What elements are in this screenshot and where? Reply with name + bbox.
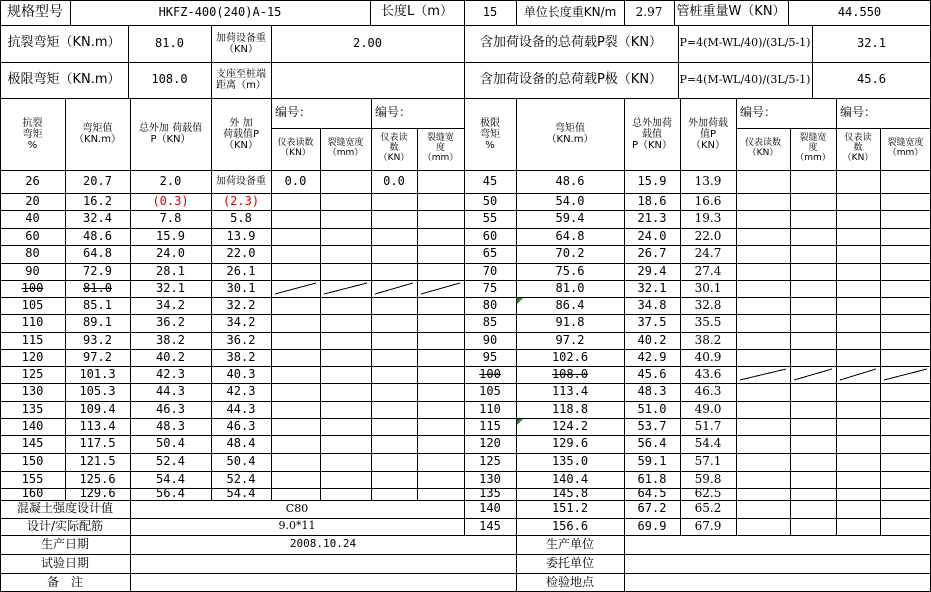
right-row-moment: 81.0 <box>555 280 585 295</box>
left-row-ext-load: 32.2 <box>226 297 256 312</box>
right-row-ext-load: 27.4 <box>694 263 722 278</box>
right-row-pct: 70 <box>482 263 498 278</box>
right-row-ext-load: 62.5 <box>694 488 722 500</box>
left-row-moment: 89.1 <box>83 315 112 330</box>
meter-reading-2: 0.0 <box>383 173 405 188</box>
col-ult-pct: 极限 弯矩 % <box>480 117 500 151</box>
right-row-ext-load: 13.9 <box>694 173 722 188</box>
diagonal-mark <box>840 369 876 380</box>
left-row-moment: 85.1 <box>83 297 112 312</box>
left-row-total-load: 7.8 <box>159 211 182 226</box>
right-row-total-load: 40.2 <box>637 332 667 347</box>
total-crack-value: 32.1 <box>857 35 886 50</box>
right-row-total-load: 51.0 <box>637 401 667 416</box>
left-row-total-load: 54.4 <box>156 471 185 486</box>
left-row-ext-load: 50.4 <box>226 454 256 469</box>
left-row-total-load: 34.2 <box>156 297 185 312</box>
crack-moment-label: 抗裂弯矩（KN.m） <box>7 35 121 51</box>
right-row-total-load: 18.6 <box>637 193 667 208</box>
right-row-ext-load: 16.6 <box>694 193 722 208</box>
left-row-ext-load: 38.2 <box>226 349 256 364</box>
diagonal-mark <box>324 283 367 294</box>
right-row-ext-load: 43.6 <box>694 366 722 381</box>
right-row-ext-load: 38.2 <box>694 332 722 347</box>
right-row-moment: 102.6 <box>551 349 589 364</box>
left-row-total-load: 48.3 <box>156 418 185 433</box>
left-row-ext-load: 46.3 <box>226 418 256 433</box>
left-row-ext-load: 40.3 <box>226 366 256 381</box>
left-row-moment: 48.6 <box>83 228 112 243</box>
right-row-moment: 59.4 <box>555 211 585 226</box>
length-value: 15 <box>482 4 498 19</box>
left-row-moment: 121.5 <box>79 454 116 469</box>
left-row-total-load: 56.4 <box>156 488 185 500</box>
right-row-moment: 113.4 <box>551 384 589 399</box>
left-row-ext-load: 22.0 <box>226 246 256 261</box>
left-row-moment: 64.8 <box>83 246 112 261</box>
right-row-pct: 45 <box>482 173 498 188</box>
right-row-ext-load: 22.0 <box>694 228 722 243</box>
col-moment-value: 弯矩值 （KN.m） <box>74 123 121 145</box>
total-crack-label: 含加荷设备的总荷载P裂（KN） <box>479 35 663 51</box>
right-row-total-load: 32.1 <box>637 280 667 295</box>
right-row-moment: 75.6 <box>555 263 585 278</box>
right-row-ext-load: 49.0 <box>694 401 722 416</box>
diagonal-mark <box>740 369 786 380</box>
col-crack-width-1: 裂缝宽度 （mm） <box>327 138 364 158</box>
left-row-total-load: 50.4 <box>156 436 185 451</box>
left-row-ext-load: 36.2 <box>226 332 256 347</box>
right-row-ext-load: 51.7 <box>694 418 722 433</box>
left-row-moment: 97.2 <box>83 349 112 364</box>
left-row-ext-load: 13.9 <box>226 228 256 243</box>
right-row-total-load: 64.5 <box>637 488 667 500</box>
left-row-moment: 81.0 <box>83 280 112 295</box>
prod-date-label: 生产日期 <box>40 536 89 551</box>
left-row-ext-load: 52.4 <box>226 471 256 486</box>
support-dist-value <box>271 62 464 98</box>
right-row-ext-load: 54.4 <box>694 436 722 451</box>
meter-no-label-1: 编号： <box>275 105 312 120</box>
right-row-moment: 118.8 <box>551 401 589 416</box>
right-row-total-load: 34.8 <box>637 297 667 312</box>
right-row-total-load: 45.6 <box>637 366 667 381</box>
right-row-ext-load: 35.5 <box>694 315 722 330</box>
right-row-pct: 130 <box>479 471 501 486</box>
left-row-pct: 120 <box>21 349 44 364</box>
left-row-pct: 60 <box>25 228 40 243</box>
left-row-pct: 155 <box>21 471 44 486</box>
right-row-ext-load: 32.8 <box>694 297 722 312</box>
left-row-ext-load: 54.4 <box>226 488 256 500</box>
col-total-load-r: 总外加荷 载值 P（KN） <box>631 117 673 151</box>
meter-no-label-2: 编号： <box>375 105 412 120</box>
spec-label: 规格型号 <box>7 3 63 20</box>
left-row-moment: 129.6 <box>79 488 116 500</box>
left-row-moment: 113.4 <box>79 418 116 433</box>
right-row-moment: 140.4 <box>551 471 589 486</box>
right-row-pct: 50 <box>482 193 498 208</box>
right-row-pct: 100 <box>479 366 501 381</box>
total-ult-label: 含加荷设备的总荷载P极（KN） <box>479 71 663 87</box>
left-row-pct: 110 <box>21 315 44 330</box>
total-ult-value: 45.6 <box>857 72 886 87</box>
col-total-load: 总外加 荷载值 P（KN） <box>138 123 203 145</box>
right-row-total-load: 48.3 <box>637 384 667 399</box>
right-row-pct: 95 <box>482 349 498 364</box>
diagonal-mark <box>794 369 832 380</box>
left-row-total-load: 42.3 <box>156 366 185 381</box>
left-row-pct: 125 <box>21 366 44 381</box>
right-row-moment: 70.2 <box>555 246 585 261</box>
diagonal-mark <box>884 369 927 380</box>
right-row-total-load: 42.9 <box>637 349 667 364</box>
right-row-pct: 110 <box>479 401 501 416</box>
left-row-moment: 20.7 <box>83 173 112 188</box>
left-row-ext-load: 48.4 <box>226 436 256 451</box>
right-row-pct: 80 <box>482 297 498 312</box>
col-ext-load: 外 加 荷载值P （KN） <box>222 117 260 151</box>
left-row-total-load: 28.1 <box>156 263 185 278</box>
right-row-moment: 91.8 <box>555 315 585 330</box>
right-row-ext-load: 24.7 <box>694 246 722 261</box>
right-row-total-load: 24.0 <box>637 228 667 243</box>
right-row-pct: 140 <box>479 501 501 516</box>
right-row-moment: 64.8 <box>555 228 585 243</box>
right-row-total-load: 69.9 <box>637 518 667 533</box>
left-row-pct: 26 <box>25 173 40 188</box>
right-row-pct: 75 <box>482 280 498 295</box>
right-row-pct: 55 <box>482 211 498 226</box>
right-row-ext-load: 30.1 <box>694 280 722 295</box>
col-moment-value-r: 弯矩值 （KN.m） <box>546 123 594 145</box>
right-row-total-load: 26.7 <box>637 246 667 261</box>
left-row-total-load: (0.3) <box>152 193 189 208</box>
right-row-total-load: 61.8 <box>637 471 667 486</box>
left-row-pct: 150 <box>21 454 44 469</box>
right-row-moment: 86.4 <box>555 297 585 312</box>
right-row-ext-load: 19.3 <box>694 211 722 226</box>
right-row-moment: 124.2 <box>551 418 589 433</box>
right-row-pct: 135 <box>479 488 501 500</box>
left-row-pct: 130 <box>21 384 44 399</box>
col-crack-pct: 抗裂 弯矩 % <box>22 117 43 151</box>
col-meter-reading-2: 仪表读 数 （KN） <box>378 133 410 163</box>
right-row-pct: 60 <box>482 228 498 243</box>
equip-weight-label: 加荷设备重 （KN） <box>216 32 266 55</box>
right-row-total-load: 53.7 <box>637 418 667 433</box>
right-row-ext-load: 46.3 <box>694 384 722 399</box>
right-row-pct: 145 <box>479 518 501 533</box>
meter-no-label-4: 编号： <box>840 105 877 120</box>
left-row-ext-load: 30.1 <box>226 280 256 295</box>
left-row-ext-load: 26.1 <box>226 263 256 278</box>
left-row-total-load: 52.4 <box>156 454 185 469</box>
left-row-total-load: 46.3 <box>156 401 185 416</box>
ult-moment-label: 极限弯矩（KN.m） <box>7 71 121 87</box>
left-row-total-load: 2.0 <box>159 173 182 188</box>
left-row-pct: 135 <box>21 401 44 416</box>
right-row-moment: 129.6 <box>551 436 589 451</box>
left-row-ext-load: 5.8 <box>230 211 252 226</box>
left-row-ext-load: 42.3 <box>226 384 256 399</box>
left-row-total-load: 36.2 <box>156 315 185 330</box>
concrete-label: 混凝土强度设计值 <box>16 501 113 516</box>
right-row-total-load: 59.1 <box>637 454 667 469</box>
left-row-total-load: 15.9 <box>156 228 185 243</box>
right-row-pct: 65 <box>482 246 498 261</box>
left-row-ext-load: (2.3) <box>222 193 260 208</box>
client-label: 委托单位 <box>545 555 594 570</box>
right-row-total-load: 56.4 <box>637 436 667 451</box>
right-row-total-load: 21.3 <box>637 211 667 226</box>
left-row-pct: 105 <box>21 297 44 312</box>
left-row-moment: 32.4 <box>83 211 112 226</box>
left-row-moment: 125.6 <box>79 471 116 486</box>
right-row-moment: 151.2 <box>551 501 589 516</box>
right-row-pct: 105 <box>479 384 501 399</box>
right-row-pct: 115 <box>479 418 501 433</box>
length-label: 长度L（m） <box>381 4 453 20</box>
right-row-pct: 125 <box>479 454 501 469</box>
right-row-total-load: 67.2 <box>637 501 667 516</box>
rebar-value: 9.0*11 <box>278 519 316 533</box>
left-row-pct: 145 <box>21 436 44 451</box>
col-ext-load-r: 外加荷载 值P （KN） <box>688 117 728 151</box>
prod-date-value: 2008.10.24 <box>289 537 357 551</box>
concrete-value: C80 <box>285 501 309 515</box>
left-row-total-load: 38.2 <box>156 332 185 347</box>
left-row-moment: 16.2 <box>83 193 112 208</box>
diagonal-mark <box>421 283 460 294</box>
right-row-total-load: 37.5 <box>637 315 667 330</box>
right-row-moment: 48.6 <box>555 173 585 188</box>
left-row-moment: 105.3 <box>79 384 116 399</box>
left-row-pct: 80 <box>25 246 40 261</box>
left-row-moment: 101.3 <box>79 366 116 381</box>
right-row-ext-load: 57.1 <box>694 454 722 469</box>
left-row-pct: 20 <box>25 193 40 208</box>
left-row-pct: 115 <box>21 332 44 347</box>
pile-weight-label: 管桩重量W（KN） <box>676 4 786 20</box>
prod-unit-label: 生产单位 <box>545 536 594 551</box>
right-row-pct: 120 <box>479 436 501 451</box>
meter-reading-1: 0.0 <box>284 173 307 188</box>
pile-weight-value: 44.550 <box>837 4 882 19</box>
left-row-moment: 117.5 <box>79 436 116 451</box>
left-row-pct: 100 <box>21 280 44 295</box>
right-row-moment: 156.6 <box>551 518 589 533</box>
diagonal-mark <box>375 283 413 294</box>
right-row-pct: 85 <box>482 315 498 330</box>
col-meter-reading-1: 仪表读数 （KN） <box>277 138 314 158</box>
left-row-pct: 90 <box>25 263 40 278</box>
equip-weight-value: 2.00 <box>353 35 382 50</box>
left-row-total-load: 32.1 <box>156 280 185 295</box>
unit-weight-value: 2.97 <box>635 4 663 19</box>
support-dist-label: 支座至桩端 距离（m） <box>216 69 266 91</box>
col-meter-reading-4: 仪表读 数 （KN） <box>842 133 874 163</box>
spec-value: HKFZ-400(240)A-15 <box>158 4 282 19</box>
left-row-moment: 109.4 <box>79 401 116 416</box>
crack-moment-value: 81.0 <box>155 35 184 50</box>
meter-no-label-3: 编号： <box>740 105 777 120</box>
right-row-ext-load: 59.8 <box>694 471 722 486</box>
left-row-pct: 40 <box>25 211 40 226</box>
left-row-total-load: 44.3 <box>156 384 185 399</box>
remark-label: 备 注 <box>46 574 83 589</box>
right-row-total-load: 29.4 <box>637 263 667 278</box>
total-ult-formula: P=4(M-WL/40)/(3L/5-1) <box>679 72 811 86</box>
right-row-ext-load: 40.9 <box>694 349 722 364</box>
right-row-pct: 90 <box>482 332 498 347</box>
right-row-moment: 108.0 <box>551 366 589 381</box>
left-row-moment: 72.9 <box>83 263 112 278</box>
right-row-moment: 54.0 <box>555 193 585 208</box>
left-row-pct: 160 <box>21 488 44 500</box>
col-crack-width-3: 裂缝宽 度 （mm） <box>795 133 831 163</box>
unit-weight-label: 单位长度重KN/m <box>523 4 617 19</box>
right-row-moment: 135.0 <box>551 454 589 469</box>
left-row-total-load: 40.2 <box>156 349 185 364</box>
rebar-label: 设计/实际配筋 <box>26 518 104 533</box>
diagonal-mark <box>275 283 316 294</box>
ult-moment-value: 108.0 <box>151 72 188 87</box>
right-row-ext-load: 65.2 <box>694 501 722 516</box>
right-row-total-load: 15.9 <box>637 173 667 188</box>
test-date-label: 试验日期 <box>40 555 89 570</box>
col-crack-width-4: 裂缝宽度 （mm） <box>887 138 924 158</box>
left-row-total-load: 24.0 <box>156 246 185 261</box>
left-row-ext-load: 加荷设备重 <box>216 176 266 187</box>
right-row-moment: 145.8 <box>551 488 589 500</box>
left-row-pct: 140 <box>21 418 44 433</box>
right-row-ext-load: 67.9 <box>694 518 722 533</box>
left-row-ext-load: 44.3 <box>226 401 256 416</box>
right-row-moment: 97.2 <box>555 332 585 347</box>
total-crack-formula: P=4(M-WL/40)/(3L/5-1) <box>679 36 811 50</box>
inspect-label: 检验地点 <box>545 574 594 589</box>
col-meter-reading-3: 仪表读数 （KN） <box>744 138 781 158</box>
left-row-ext-load: 34.2 <box>226 315 256 330</box>
col-crack-width-2: 裂缝宽 度 （mm） <box>422 133 459 163</box>
left-row-moment: 93.2 <box>83 332 112 347</box>
